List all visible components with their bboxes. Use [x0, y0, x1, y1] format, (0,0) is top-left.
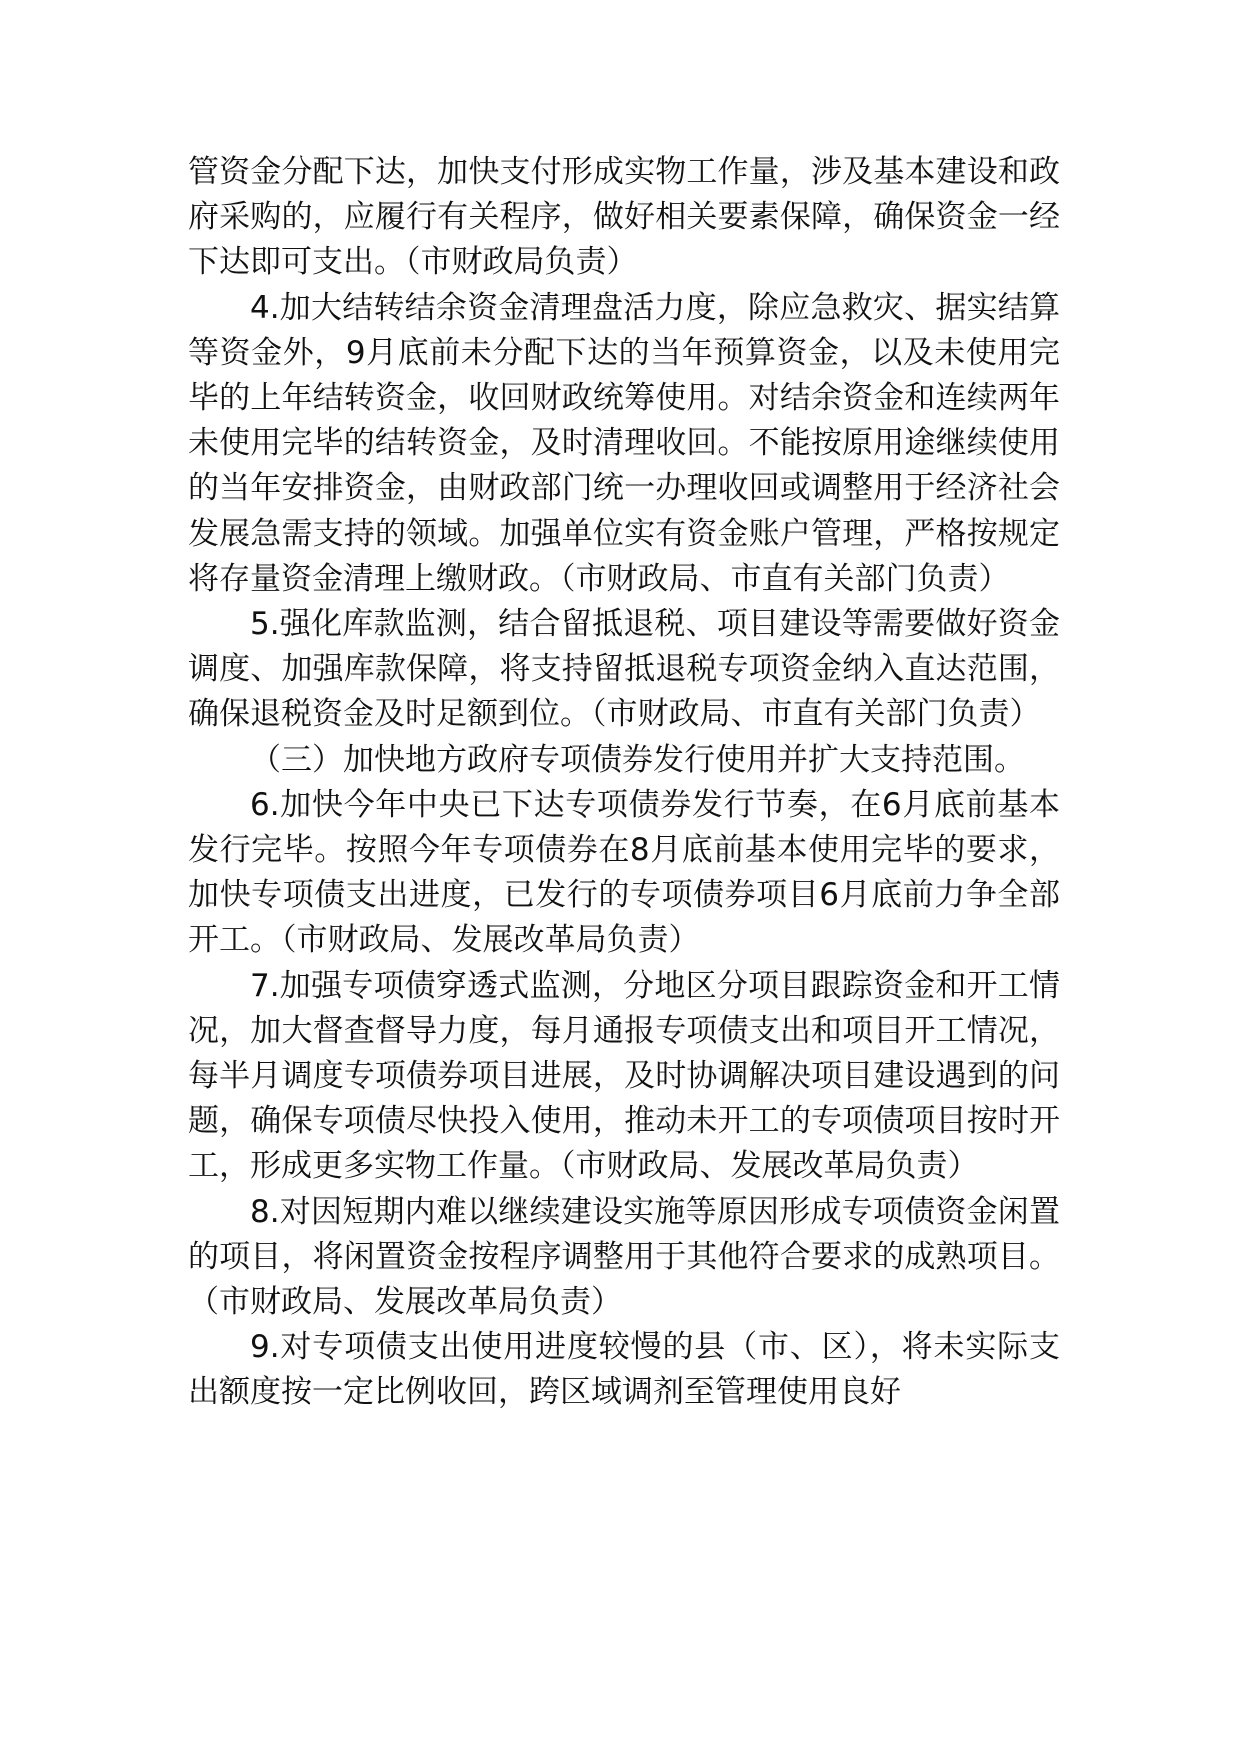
paragraph-item-6: 6.加快今年中央已下达专项债券发行节奏，在6月底前基本发行完毕。按照今年专项债券在8月底前基本使用完毕的要求，加快专项债支出进度，已发行的专项债券项目6月底前力争全部开工。（市财政局、发展改革局负责）: [188, 786, 1060, 959]
paragraph-item-4: 4.加大结转结余资金清理盘活力度，除应急救灾、据实结算等资金外，9月底前未分配下达的当年预算资金，以及未使用完毕的上年结转资金，收回财政统筹使用。对结余资金和连续两年未使用完毕的结转资金，及时清理收回。不能按原用途继续使用的当年安排资金，由财政部门统一办理收回或调整用于经济社会发展急需支持的领域。加强单位实有资金账户管理，严格按规定将存量资金清理上缴财政。（市财政局、市直有关部门负责）: [188, 289, 1060, 597]
paragraph-item-9: 9.对专项债支出使用进度较慢的县（市、区），将未实际支出额度按一定比例收回，跨区域调剂至管理使用良好: [188, 1329, 1060, 1411]
paragraph-continuation: 管资金分配下达，加快支付形成实物工作量，涉及基本建设和政府采购的，应履行有关程序，做好相关要素保障，确保资金一经下达即可支出。（市财政局负责）: [188, 154, 1060, 281]
section-heading-3: （三）加快地方政府专项债券发行使用并扩大支持范围。: [250, 741, 1025, 778]
paragraph-item-8: 8.对因短期内难以继续建设实施等原因形成专项债资金闲置的项目，将闲置资金按程序调整用于其他符合要求的成熟项目。（市财政局、发展改革局负责）: [188, 1193, 1060, 1321]
document-body: [188, 150, 1060, 1416]
paragraph-item-5: 5.强化库款监测，结合留抵退税、项目建设等需要做好资金调度、加强库款保障，将支持留抵退税专项资金纳入直达范围，确保退税资金及时足额到位。（市财政局、市直有关部门负责）: [188, 606, 1060, 733]
paragraph-item-7: 7.加强专项债穿透式监测，分地区分项目跟踪资金和开工情况，加大督查督导力度，每月通报专项债支出和项目开工情况，每半月调度专项债券项目进展，及时协调解决项目建设遇到的问题，确保专项债尽快投入使用，推动未开工的专项债项目按时开工，形成更多实物工作量。（市财政局、发展改革局负责）: [188, 967, 1060, 1185]
